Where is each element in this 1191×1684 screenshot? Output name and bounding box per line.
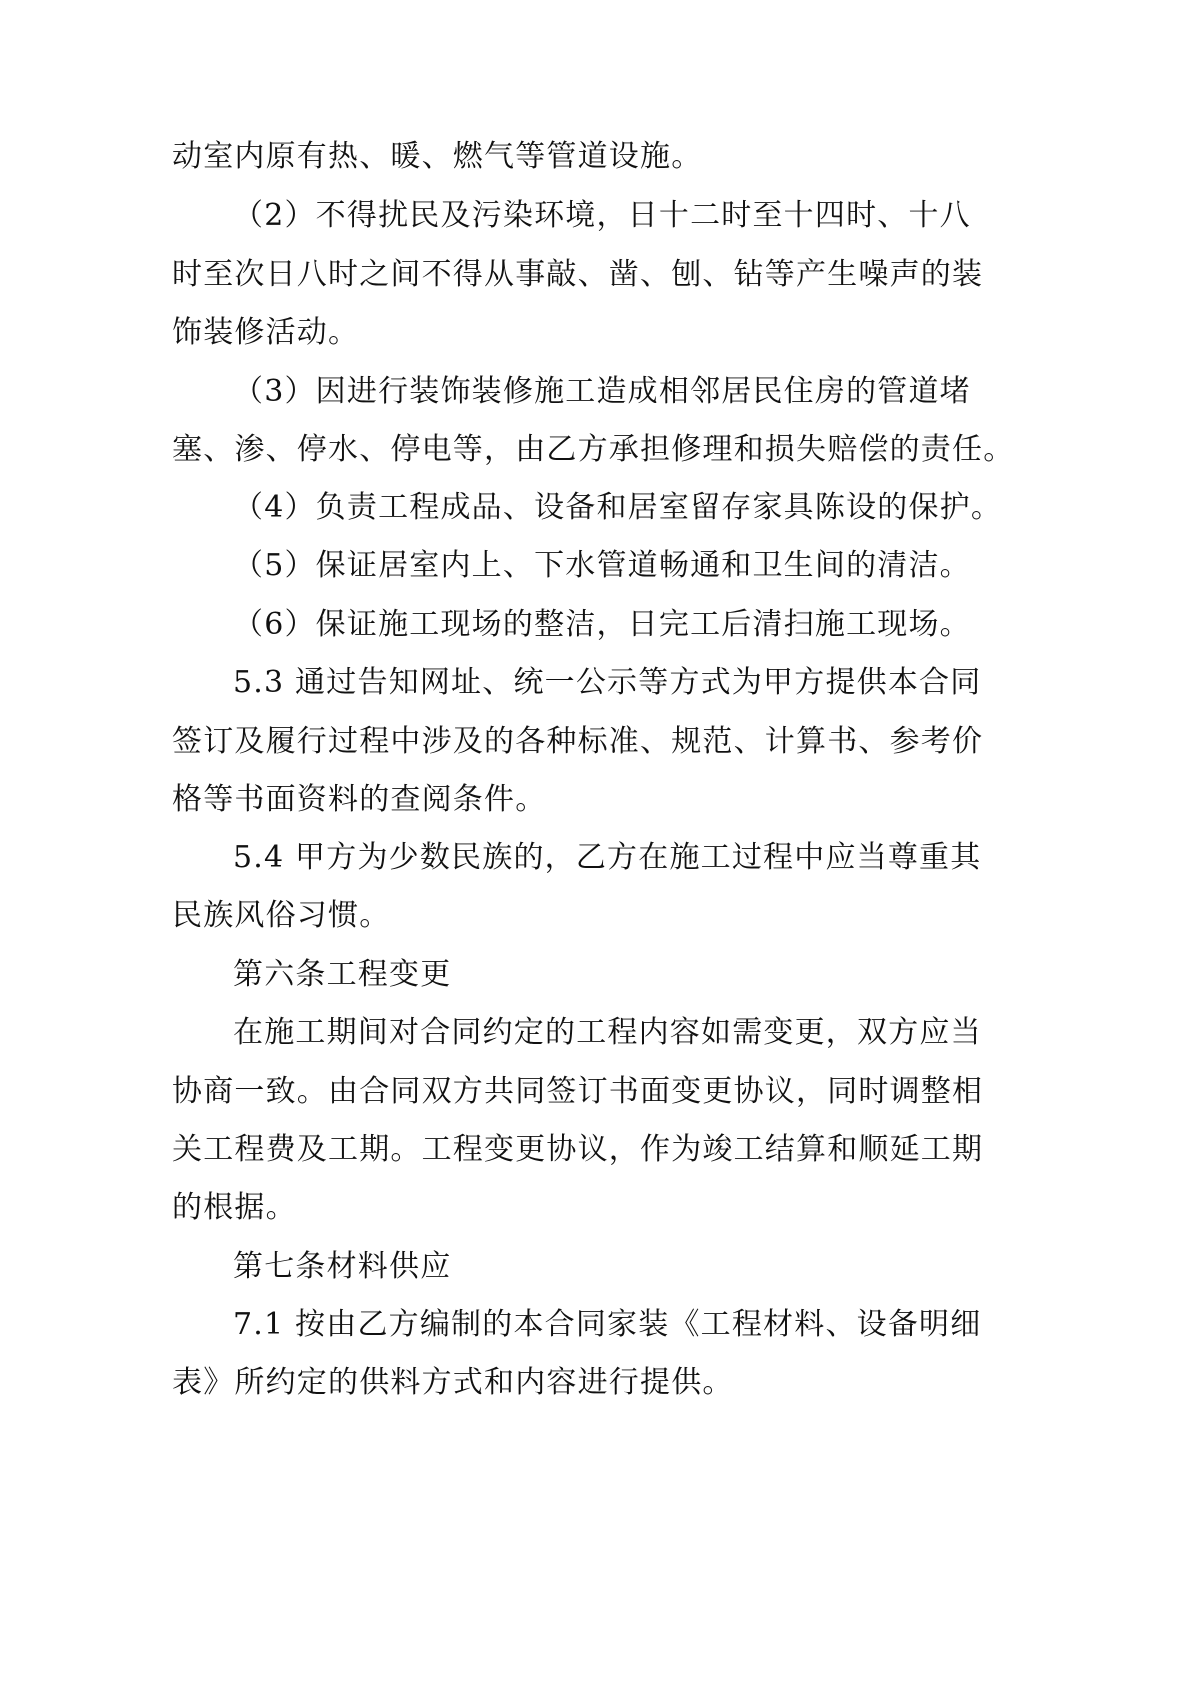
text-line: （2）不得扰民及污染环境，日十二时至十四时、十八 [233, 198, 971, 233]
text-line: 动室内原有热、暖、燃气等管道设施。 [172, 139, 703, 174]
text-line: 民族风俗习惯。 [172, 898, 391, 933]
section-heading: 第七条材料供应 [233, 1249, 452, 1284]
text-line: 协商一致。由合同双方共同签订书面变更协议，同时调整相 [172, 1074, 984, 1109]
text-line: 7.1 按由乙方编制的本合同家装《工程材料、设备明细 [233, 1307, 982, 1342]
text-line: 表》所约定的供料方式和内容进行提供。 [172, 1365, 734, 1400]
text-line: 签订及履行过程中涉及的各种标准、规范、计算书、参考价 [172, 724, 984, 759]
text-line: 5.4 甲方为少数民族的，乙方在施工过程中应当尊重其 [233, 840, 982, 875]
text-line: 在施工期间对合同约定的工程内容如需变更，双方应当 [233, 1015, 982, 1050]
text-line: （3）因进行装饰装修施工造成相邻居民住房的管道堵 [233, 374, 971, 409]
text-line: 时至次日八时之间不得从事敲、凿、刨、钻等产生噪声的装 [172, 257, 984, 292]
text-line: 5.3 通过告知网址、统一公示等方式为甲方提供本合同 [233, 665, 982, 700]
text-line: 格等书面资料的查阅条件。 [172, 782, 547, 817]
text-line: （6）保证施工现场的整洁，日完工后清扫施工现场。 [233, 607, 971, 642]
text-line: 塞、渗、停水、停电等，由乙方承担修理和损失赔偿的责任。 [172, 432, 1015, 467]
section-heading: 第六条工程变更 [233, 957, 452, 992]
text-line: 的根据。 [172, 1190, 297, 1225]
text-line: （4）负责工程成品、设备和居室留存家具陈设的保护。 [233, 490, 1003, 525]
text-line: 关工程费及工期。工程变更协议，作为竣工结算和顺延工期 [172, 1132, 984, 1167]
text-line: 饰装修活动。 [172, 315, 360, 350]
text-line: （5）保证居室内上、下水管道畅通和卫生间的清洁。 [233, 548, 971, 583]
